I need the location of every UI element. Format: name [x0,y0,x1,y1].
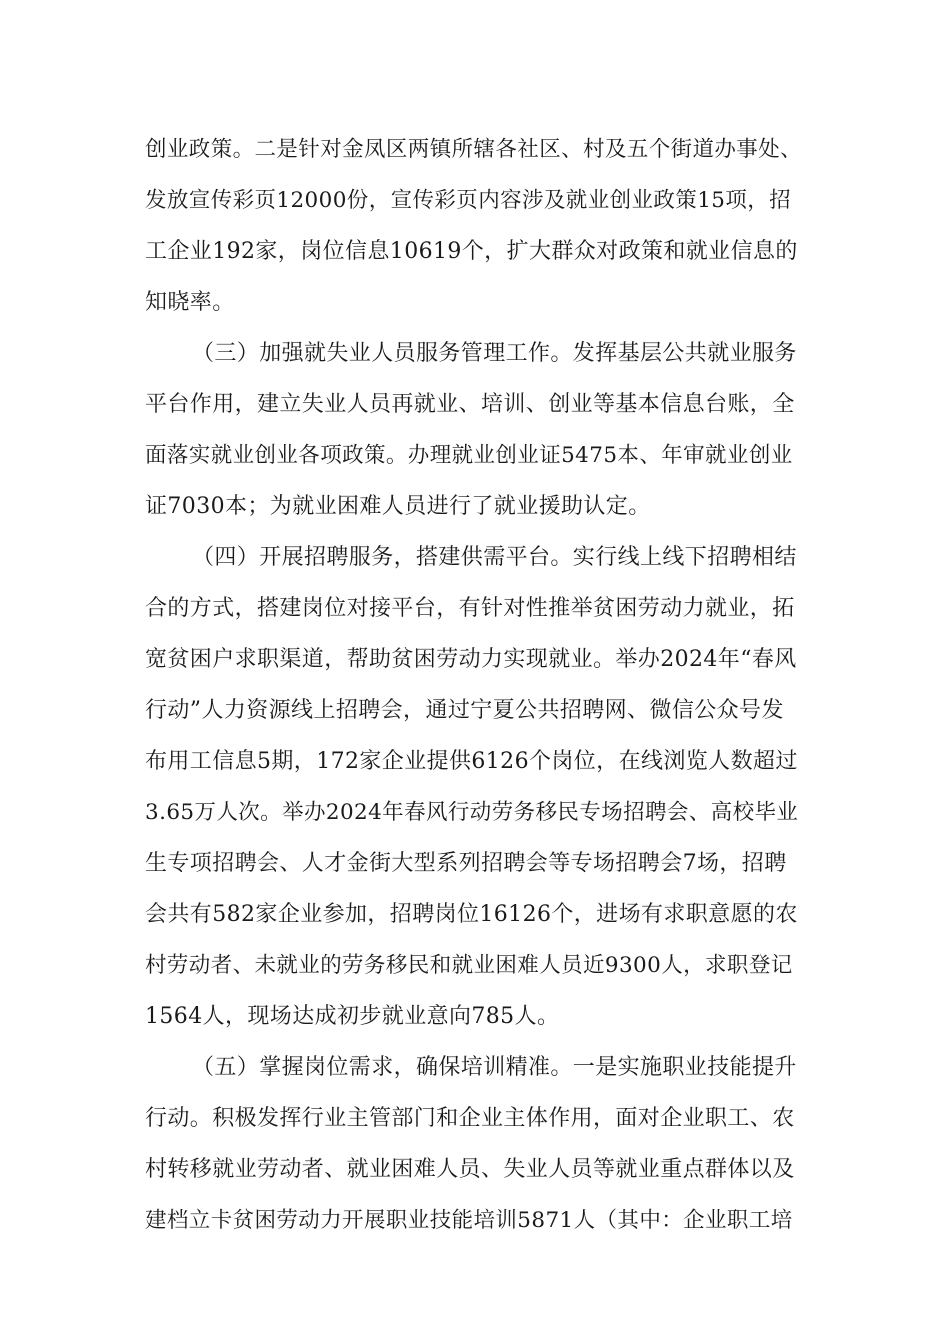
paragraph-first-line: （五）掌握岗位需求，确保培训精准。一是实施职业技能提升 [192,1055,797,1080]
text-line: 会共有582家企业参加，招聘岗位16126个，进场有求职意愿的农 [145,902,798,927]
text-line: 布用工信息5期，172家企业提供6126个岗位，在线浏览人数超过 [145,749,798,774]
text-line: 3.65万人次。举办2024年春风行动劳务移民专场招聘会、高校毕业 [145,800,799,825]
text-line: 村转移就业劳动者、就业困难人员、失业人员等就业重点群体以及 [145,1157,795,1182]
paragraph-first-line: （三）加强就失业人员服务管理工作。发挥基层公共就业服务 [192,341,797,366]
text-line: 宽贫困户求职渠道，帮助贫困劳动力实现就业。举办2024年“春风 [145,647,797,672]
text-line: 面落实就业创业各项政策。办理就业创业证5475本、年审就业创业 [145,443,793,468]
text-line: 发放宣传彩页12000份，宣传彩页内容涉及就业创业政策15项，招 [145,188,792,213]
text-line: 平台作用，建立失业人员再就业、培训、创业等基本信息台账，全 [145,392,795,417]
text-line: 工企业192家，岗位信息10619个，扩大群众对政策和就业信息的 [145,239,798,264]
text-line: 生专项招聘会、人才金街大型系列招聘会等专场招聘会7场，招聘 [145,851,787,876]
text-line: 行动”人力资源线上招聘会，通过宁夏公共招聘网、微信公众号发 [145,698,784,723]
text-line: 知晓率。 [145,290,235,315]
text-line: 建档立卡贫困劳动力开展职业技能培训5871人（其中：企业职工培 [145,1208,793,1233]
text-line: 创业政策。二是针对金凤区两镇所辖各社区、村及五个街道办事处、 [145,137,803,162]
text-line: 合的方式，搭建岗位对接平台，有针对性推举贫困劳动力就业，拓 [145,596,795,621]
text-line: 村劳动者、未就业的劳务移民和就业困难人员近9300人，求职登记 [145,953,793,978]
paragraph-first-line: （四）开展招聘服务，搭建供需平台。实行线上线下招聘相结 [192,545,797,570]
text-line: 行动。积极发挥行业主管部门和企业主体作用，面对企业职工、农 [145,1106,795,1131]
text-line: 1564人，现场达成初步就业意向785人。 [145,1004,560,1029]
text-line: 证7030本；为就业困难人员进行了就业援助认定。 [145,494,651,519]
